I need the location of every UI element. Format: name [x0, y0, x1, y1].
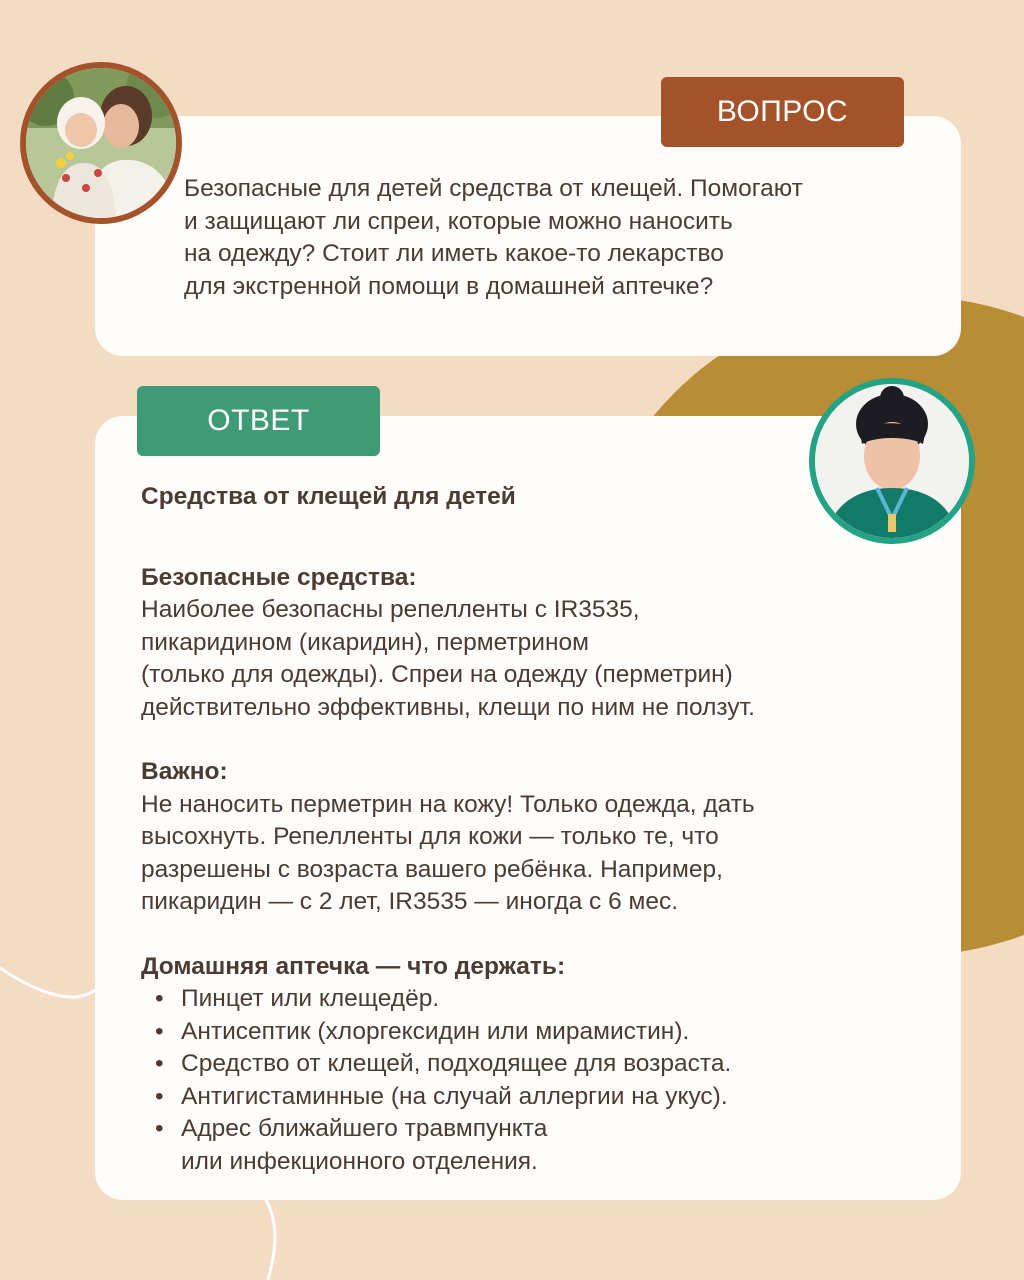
question-line: для экстренной помощи в домашней аптечке? [184, 272, 714, 300]
safe-line: действительно эффективны, клещи по ним не ползут. [141, 693, 755, 721]
list-item [141, 1113, 921, 1178]
question-avatar [20, 62, 182, 224]
answer-tag: ОТВЕТ [137, 386, 380, 456]
bullet-icon: • [155, 1115, 164, 1142]
kit-list [141, 983, 921, 1178]
question-tag: ВОПРОС [661, 77, 904, 147]
safe-line: пикаридином (икаридин), перметрином [141, 628, 589, 656]
list-item-text: Пинцет или клещедёр. [181, 985, 440, 1012]
kit-heading: Домашняя аптечка — что держать: [141, 952, 566, 980]
important-line: высохнуть. Репелленты для кожи — только те, что [141, 823, 719, 850]
safe-heading: Безопасные средства: [141, 563, 417, 591]
important-line: Не наносить перметрин на кожу! Только одежда, дать [141, 790, 755, 818]
important-line: пикаридин — с 2 лет, IR3535 — иногда с 6 мес. [141, 888, 679, 915]
list-item-text: Средство от клещей, подходящее для возраста. [181, 1050, 732, 1077]
list-item [141, 983, 921, 1016]
list-item-text: или инфекционного отделения. [181, 1147, 538, 1175]
safe-line: Наиболее безопасны репелленты с IR3535, [141, 596, 640, 623]
important-heading: Важно: [141, 758, 228, 785]
answer-title: Средства от клещей для детей [141, 483, 516, 510]
bullet-icon: • [155, 985, 164, 1012]
important-line: разрешены с возраста вашего ребёнка. Например, [141, 855, 723, 883]
list-item-text: Антисептик (хлоргексидин или мирамистин). [181, 1017, 690, 1045]
question-line: и защищают ли спреи, которые можно наносить [184, 207, 733, 235]
list-item-text: Адрес ближайшего травмпункта [181, 1115, 548, 1142]
list-item-text: Антигистаминные (на случай аллергии на укус). [181, 1082, 728, 1110]
list-item [141, 1081, 921, 1114]
question-text [184, 173, 924, 303]
question-line: на одежду? Стоит ли иметь какое-то лекарство [184, 240, 724, 267]
question-line: Безопасные для детей средства от клещей. Помогают [184, 175, 803, 202]
bullet-icon: • [155, 1017, 164, 1045]
mother-child-photo [26, 68, 176, 218]
list-item [141, 1016, 921, 1049]
safe-line: (только для одежды). Спреи на одежду (перметрин) [141, 661, 733, 688]
bullet-icon: • [155, 1050, 164, 1077]
answer-body [141, 481, 921, 1178]
bullet-icon: • [155, 1082, 164, 1110]
list-item [141, 1048, 921, 1081]
